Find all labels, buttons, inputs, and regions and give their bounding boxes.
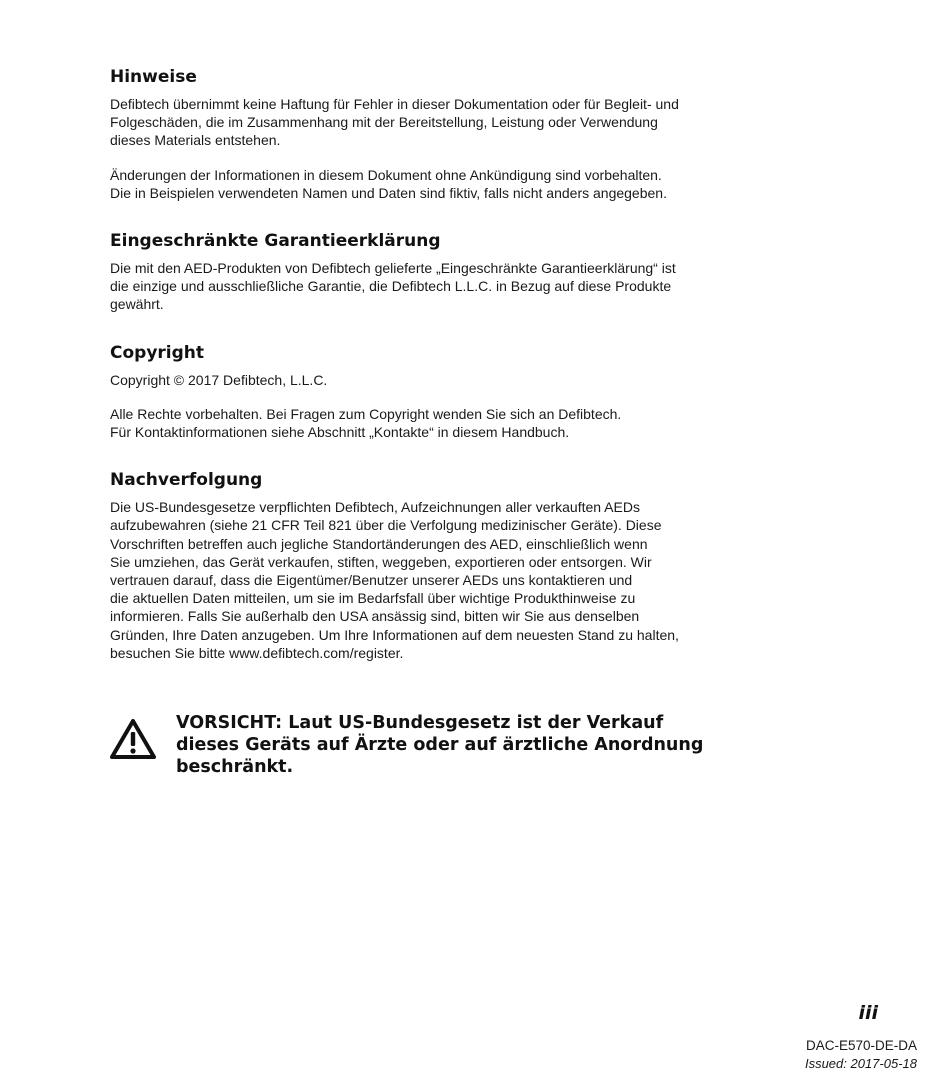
caution-notice bbox=[110, 712, 720, 778]
section-heading: Eingeschränkte Garantieerklärung bbox=[110, 231, 441, 252]
paragraph: Alle Rechte vorbehalten. Bei Fragen zum Copyright wenden Sie sich an Defibtech. Für Kontaktinformationen siehe Abschnitt „Kontakte“ in diesem Handbuch. bbox=[110, 405, 622, 441]
paragraph: Defibtech übernimmt keine Haftung für Fehler in dieser Dokumentation oder für Begleit- und Folgeschäden, die im Zusammenhang mit der Bereitstellung, Leistung oder Verwendung dieses Materials entstehen. bbox=[110, 96, 679, 149]
section-heading: Copyright bbox=[110, 342, 205, 363]
section-notices bbox=[110, 66, 720, 202]
paragraph: Die US-Bundesgesetze verpflichten Defibtech, Aufzeichnungen aller verkauften AEDs aufzubewahren (siehe 21 CFR Teil 821 über die Verfolgung medizinischer Geräte). Diese Vorschriften betreffen auch jegliche Standortänderungen des AED, einschließlich wenn Sie umziehen, das Gerät verkaufen, stiften, weggeben, exportieren oder entsorgen. Wir vertrauen darauf, dass die Eigentümer/Benutzer unserer AEDs uns kontaktieren und die aktuellen Daten mitteilen, um sie im Bedarfsfall über wichtige Produkthinweise zu informieren. Falls Sie außerhalb den USA ansässig sind, bitten wir Sie aus denselben Gründen, Ihre Daten anzugeben. Um Ihre Informationen auf dem neuesten Stand zu halten, besuchen Sie bitte www.defibtech.com/register. bbox=[110, 499, 679, 661]
document-body bbox=[110, 66, 720, 778]
document-code: DAC-E570-DE-DA bbox=[805, 1038, 917, 1053]
paragraph: Die mit den AED-Produkten von Defibtech gelieferte „Eingeschränkte Garantieerklärung“ ist die einzige und ausschließliche Garantie, die Defibtech L.L.C. in Bezug auf diese Produkte gewährt. bbox=[110, 260, 676, 313]
section-warranty bbox=[110, 230, 720, 314]
section-copyright bbox=[110, 342, 720, 442]
warning-triangle-icon bbox=[110, 718, 156, 760]
caution-text: VORSICHT: Laut US-Bundesgesetz ist der Verkauf dieses Geräts auf Ärzte oder auf ärztliche Anordnung beschränkt. bbox=[176, 713, 704, 778]
section-tracking bbox=[110, 469, 720, 662]
section-heading: Nachverfolgung bbox=[110, 470, 263, 491]
issued-date: Issued: 2017-05-18 bbox=[804, 1056, 917, 1071]
section-heading: Hinweise bbox=[110, 67, 197, 87]
page-number: iii bbox=[858, 1002, 878, 1024]
paragraph: Copyright © 2017 Defibtech, L.L.C. bbox=[110, 371, 328, 388]
paragraph: Änderungen der Informationen in diesem Dokument ohne Ankündigung sind vorbehalten. Die in Beispielen verwendeten Namen und Daten sind fiktiv, falls nicht anders angegeben. bbox=[110, 166, 667, 201]
